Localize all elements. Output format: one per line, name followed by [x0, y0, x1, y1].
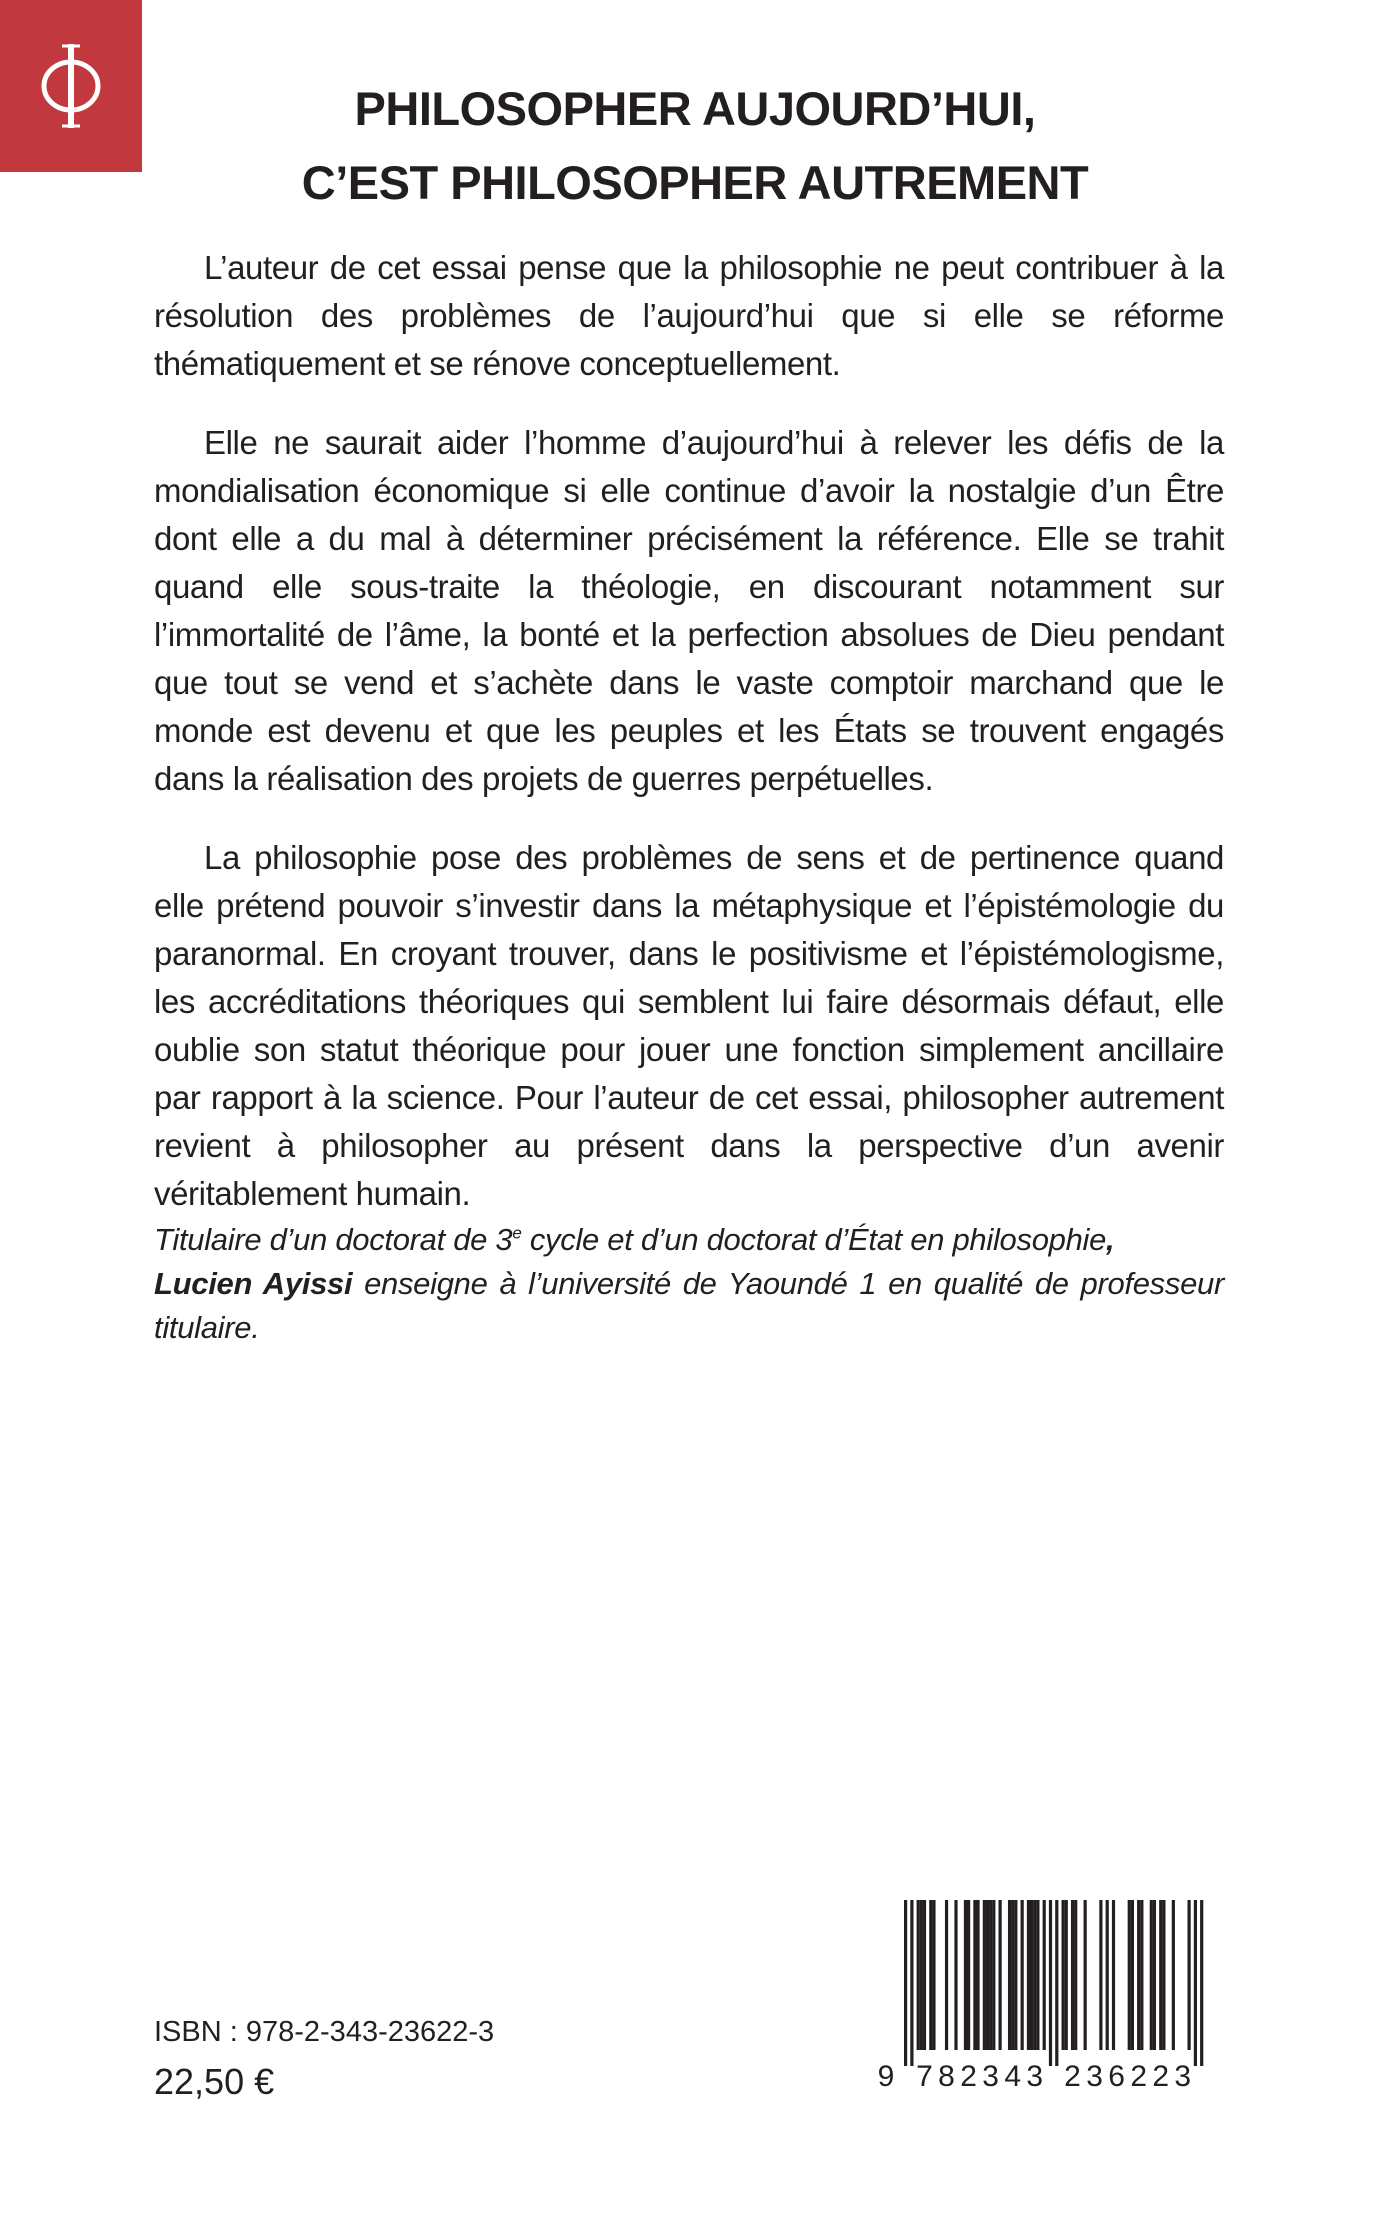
bio-text-2: cycle et d’un doctorat d’État en philosophie — [521, 1222, 1107, 1257]
barcode-bar — [1188, 1900, 1191, 2050]
barcode-digit-4: 3 — [982, 2060, 999, 2093]
barcode-bar — [920, 1900, 923, 2050]
isbn-label: ISBN : 978-2-343-23622-3 — [154, 2016, 495, 2048]
barcode-digit-11: 2 — [1152, 2060, 1170, 2093]
barcode-bar — [1112, 1900, 1115, 2050]
barcode-digit-2: 8 — [938, 2060, 955, 2093]
paragraph-2: Elle ne saurait aider l’homme d’aujourd’hui à relever les défis de la mondialisation économique si elle continue d’avoir la nostalgie d’un Être dont elle a du mal à déterminer précisément la référence. Elle se trahit quand elle sous-traite la théologie, en discourant notamment sur l’immortalité de l’âme, la bonté et la perfection absolues de Dieu pendant que tout se vend et s’achète dans le vaste comptoir marchand que le monde est devenu et que les peuples et les États se trouvent engagés dans la réalisation des projets de guerres perpétuelles. — [154, 424, 1224, 797]
barcode-bar — [1172, 1900, 1175, 2050]
title-line-1: PHILOSOPHER AUJOURD’HUI, — [354, 82, 1036, 135]
barcode-bar — [929, 1900, 932, 2050]
barcode-bar — [973, 1900, 976, 2050]
barcode-bar — [1140, 1900, 1143, 2050]
barcode-bar — [945, 1900, 948, 2050]
barcode-bar — [992, 1900, 995, 2050]
barcode-bar — [1128, 1900, 1131, 2050]
barcode-bar — [932, 1900, 935, 2050]
phi-icon — [36, 40, 106, 132]
barcode-bar — [923, 1900, 926, 2050]
barcode-digit-1: 7 — [916, 2060, 933, 2093]
barcode-bar — [1055, 1900, 1058, 2066]
barcode-bar — [1065, 1900, 1068, 2050]
bio-comma: , — [1106, 1222, 1115, 1257]
barcode-digit-9: 6 — [1108, 2060, 1125, 2093]
barcode-bar — [989, 1900, 992, 2050]
barcode-bar — [1099, 1900, 1102, 2050]
barcode-bar — [1008, 1900, 1011, 2050]
barcode-bar — [1062, 1900, 1065, 2050]
barcode-bar — [1011, 1900, 1014, 2050]
barcode-digit-0: 9 — [877, 2060, 895, 2093]
barcode-bar — [1049, 1900, 1052, 2066]
barcode-bar — [1033, 1900, 1036, 2050]
barcode-digit-5: 4 — [1004, 2060, 1022, 2093]
author-name: Lucien Ayissi — [154, 1266, 353, 1301]
title-line-2: C’EST PHILOSOPHER AUTREMENT — [301, 156, 1089, 209]
publisher-logo — [0, 0, 142, 172]
barcode-bar — [1137, 1900, 1140, 2050]
author-bio — [154, 1218, 1224, 1350]
barcode-bar — [964, 1900, 967, 2050]
price-label: 22,50 € — [154, 2061, 275, 2102]
bio-text-1: Titulaire d’un doctorat de 3 — [154, 1222, 513, 1257]
barcode-bar — [1014, 1900, 1017, 2050]
barcode-bar — [1074, 1900, 1077, 2050]
barcode-digit-6: 3 — [1026, 2060, 1044, 2093]
paragraph-3: La philosophie pose des problèmes de sens et de pertinence quand elle prétend pouvoir s’investir dans la métaphysique et l’épistémologie du paranormal. En croyant trouver, dans le positivisme et l’épistémologisme, les accréditations théoriques qui semblent lui faire désormais défaut, elle oublie son statut théorique pour jouer une fonction simplement ancillaire par rapport à la science. Pour l’auteur de cet essai, philosopher autrement revient à philosopher au présent dans la perspective d’un avenir véritablement humain. — [154, 839, 1224, 1212]
barcode-digit-10: 2 — [1130, 2060, 1148, 2093]
barcode-digit-8: 3 — [1086, 2060, 1103, 2093]
paragraph-1: L’auteur de cet essai pense que la philosophie ne peut contribuer à la résolution des problèmes de l’aujourd’hui que si elle se réforme thématiquement et se rénove conceptuellement. — [154, 249, 1224, 382]
barcode-bar — [1194, 1900, 1197, 2066]
barcode-graphic — [868, 1896, 1232, 2096]
barcode-bar — [1027, 1900, 1030, 2050]
barcode-bar — [954, 1900, 957, 2050]
barcode-bar — [910, 1900, 913, 2066]
barcode-bar — [983, 1900, 986, 2050]
barcode-bar — [1131, 1900, 1134, 2050]
barcode-bar — [1200, 1900, 1203, 2066]
barcode-bar — [1159, 1900, 1162, 2050]
isbn-barcode — [868, 1896, 1232, 2096]
barcode-bar — [1030, 1900, 1033, 2050]
barcode-digit-3: 2 — [960, 2060, 977, 2093]
barcode-bar — [967, 1900, 970, 2050]
barcode-bar — [999, 1900, 1002, 2050]
bio-text-3: enseigne à l’université de Yaoundé 1 en qualité de professeur titulaire. — [154, 1266, 1224, 1345]
barcode-bar — [1106, 1900, 1109, 2050]
barcode-bar — [986, 1900, 989, 2050]
barcode-bar — [1021, 1900, 1024, 2050]
barcode-bar — [1043, 1900, 1046, 2050]
barcode-bar — [1071, 1900, 1074, 2050]
barcode-bar — [1153, 1900, 1156, 2050]
barcode-bar — [976, 1900, 979, 2050]
barcode-bar — [1162, 1900, 1165, 2050]
barcode-bar — [1150, 1900, 1153, 2050]
barcode-bar — [917, 1900, 920, 2050]
barcode-bar — [904, 1900, 907, 2066]
barcode-digit-12: 3 — [1174, 2060, 1192, 2093]
barcode-digit-7: 2 — [1064, 2060, 1081, 2093]
back-cover-text — [154, 244, 1224, 1249]
barcode-bar — [1084, 1900, 1087, 2050]
bio-superscript: e — [512, 1223, 522, 1243]
book-title — [300, 72, 1090, 220]
barcode-bar — [1036, 1900, 1039, 2050]
